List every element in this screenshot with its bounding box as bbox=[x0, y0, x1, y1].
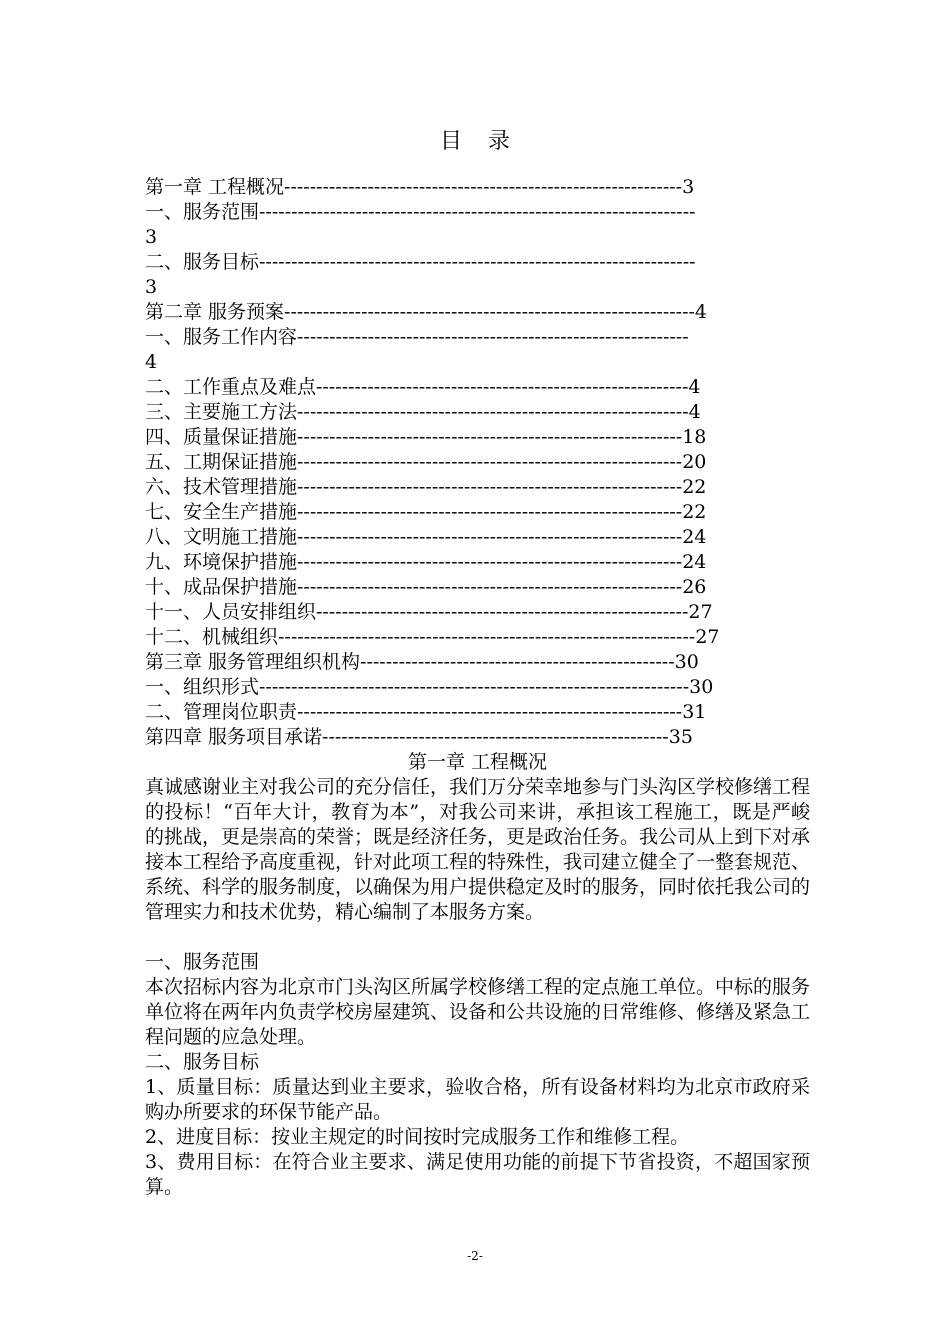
scope-paragraph: 本次招标内容为北京市门头沟区所属学校修缮工程的定点施工单位。中标的服务单位将在两年内负责学校房屋建筑、设备和公共设施的日常维修、修缮及紧急工程问题的应急处理。 bbox=[145, 976, 811, 1048]
toc-heading bbox=[0, 124, 950, 155]
toc-entry[interactable]: 二、工作重点及难点----------------------------------------------------------4 bbox=[145, 376, 701, 398]
toc-heading-char-2: 录 bbox=[488, 129, 511, 154]
toc-entry[interactable]: 十一、人员安排组织----------------------------------------------------------27 bbox=[145, 601, 713, 623]
toc-entry[interactable]: 九、环境保护措施------------------------------------------------------------24 bbox=[145, 551, 707, 573]
document-body bbox=[145, 175, 810, 1200]
toc-heading-char-1: 目 bbox=[439, 129, 462, 154]
toc-entry[interactable]: 二、服务目标-------------------------------------------------------------------- 3 bbox=[145, 251, 696, 298]
toc-entry[interactable]: 八、文明施工措施------------------------------------------------------------24 bbox=[145, 526, 707, 548]
toc-entry[interactable]: 一、服务范围-------------------------------------------------------------------- 3 bbox=[145, 201, 696, 248]
goal-item: 3、费用目标：在符合业主要求、满足使用功能的前提下节省投资，不超国家预算。 bbox=[145, 1151, 810, 1198]
section-title-scope: 一、服务范围 bbox=[145, 951, 260, 973]
toc-entry[interactable]: 四、质量保证措施------------------------------------------------------------18 bbox=[145, 426, 707, 448]
toc-entry[interactable]: 第三章 服务管理组织机构-------------------------------------------------30 bbox=[145, 651, 699, 673]
toc-entry[interactable]: 十、成品保护措施------------------------------------------------------------26 bbox=[145, 576, 707, 598]
toc-entry[interactable]: 十二、机械组织-----------------------------------------------------------------27 bbox=[145, 626, 720, 648]
page-number: -2- bbox=[467, 1249, 483, 1263]
toc-entry[interactable]: 第四章 服务项目承诺------------------------------------------------------35 bbox=[145, 726, 693, 748]
table-of-contents bbox=[145, 175, 810, 750]
toc-entry[interactable]: 一、组织形式-------------------------------------------------------------------30 bbox=[145, 676, 714, 698]
toc-entry[interactable]: 第二章 服务预案----------------------------------------------------------------4 bbox=[145, 301, 708, 323]
section-title-goals: 二、服务目标 bbox=[145, 1051, 260, 1073]
toc-entry[interactable]: 六、技术管理措施------------------------------------------------------------22 bbox=[145, 476, 707, 498]
toc-entry[interactable]: 三、主要施工方法-------------------------------------------------------------4 bbox=[145, 401, 701, 423]
intro-paragraph: 真诚感谢业主对我公司的充分信任，我们万分荣幸地参与门头沟区学校修缮工程的投标！“百年大计，教育为本”，对我公司来讲，承担该工程施工，既是严峻的挑战，更是崇高的荣誉；既是经济任务，更是政治任务。我公司从上到下对承接本工程给予高度重视，针对此项工程的特殊性，我司建立健全了一整套规范、系统、科学的服务制度，以确保为用户提供稳定及时的服务，同时依托我公司的管理实力和技术优势，精心编制了本服务方案。 bbox=[145, 776, 811, 923]
toc-entry[interactable]: 七、安全生产措施------------------------------------------------------------22 bbox=[145, 501, 707, 523]
goal-item: 1、质量目标：质量达到业主要求，验收合格，所有设备材料均为北京市政府采购办所要求的环保节能产品。 bbox=[145, 1076, 810, 1123]
toc-entry[interactable]: 一、服务工作内容------------------------------------------------------------- 4 bbox=[145, 326, 689, 373]
goal-item: 2、进度目标：按业主规定的时间按时完成服务工作和维修工程。 bbox=[145, 1126, 690, 1148]
chapter-heading: 第一章 工程概况 bbox=[407, 751, 548, 773]
toc-entry[interactable]: 第一章 工程概况--------------------------------------------------------------3 bbox=[145, 176, 695, 198]
toc-entry[interactable]: 二、管理岗位职责------------------------------------------------------------31 bbox=[145, 701, 707, 723]
toc-entry[interactable]: 五、工期保证措施------------------------------------------------------------20 bbox=[145, 451, 707, 473]
